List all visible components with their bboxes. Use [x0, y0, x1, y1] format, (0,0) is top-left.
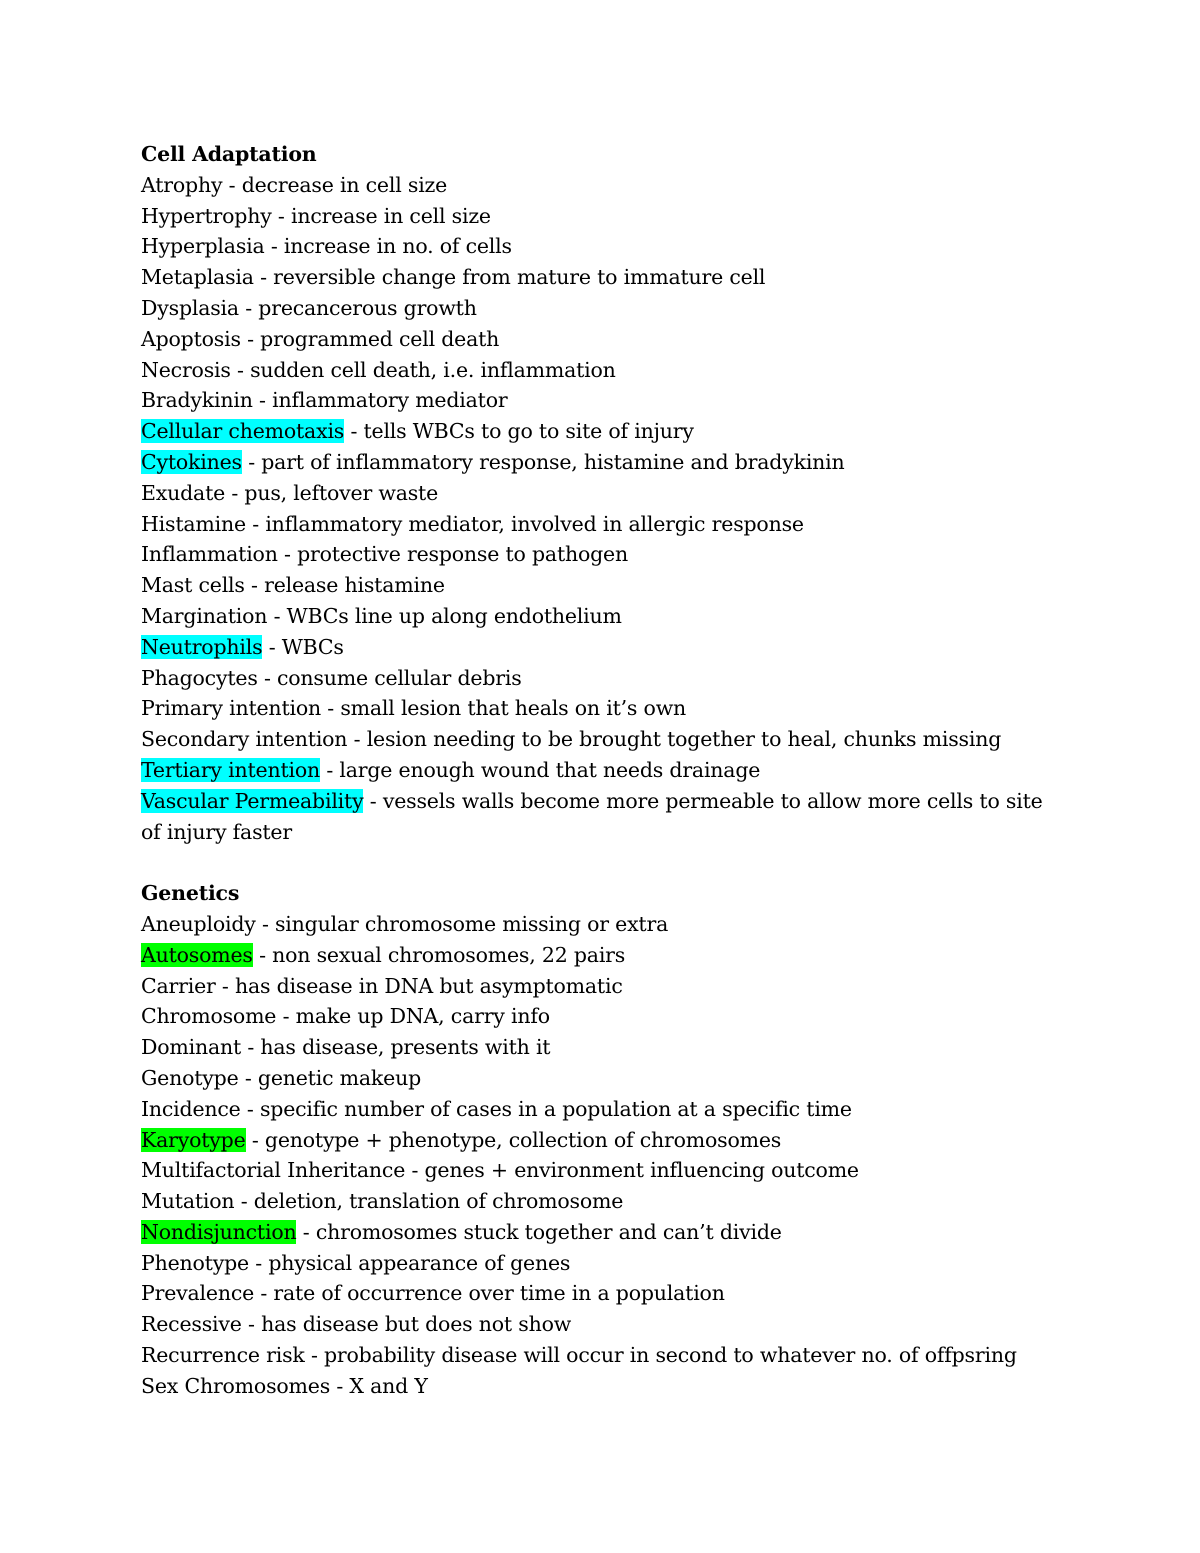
entry-term: Chromosome	[141, 1004, 277, 1029]
glossary-entry	[141, 385, 1061, 416]
glossary-entry	[141, 724, 1061, 755]
entry-definition: - specific number of cases in a population at a specific time	[240, 1096, 852, 1121]
entry-definition: - has disease, presents with it	[241, 1035, 551, 1060]
entry-definition: - make up DNA, carry info	[276, 1004, 550, 1029]
entry-definition: - singular chromosome missing or extra	[255, 911, 669, 936]
entry-term: Phagocytes	[141, 665, 258, 690]
glossary-entry	[141, 1125, 1061, 1156]
glossary-entry	[141, 1155, 1061, 1186]
entry-term: Karyotype	[141, 1127, 246, 1152]
entry-definition: - has disease but does not show	[241, 1312, 572, 1337]
entry-term: Carrier	[141, 973, 216, 998]
glossary-entry	[141, 755, 1061, 786]
entry-term: Hyperplasia	[141, 234, 265, 259]
entry-term: Primary intention	[141, 696, 321, 721]
entry-term: Bradykinin	[141, 388, 253, 413]
glossary-entry	[141, 971, 1061, 1002]
entry-term: Incidence	[141, 1096, 241, 1121]
glossary-entry	[141, 1094, 1061, 1125]
entry-definition: - decrease in cell size	[222, 172, 448, 197]
glossary-entry	[141, 909, 1061, 940]
entry-definition: - protective response to pathogen	[277, 542, 628, 567]
entry-definition: - consume cellular debris	[257, 665, 522, 690]
entry-definition: - probability disease will occur in second to whatever no. of offpsring	[304, 1343, 1017, 1368]
document-content	[141, 139, 1061, 1402]
entry-term: Recurrence risk	[141, 1343, 305, 1368]
glossary-entry	[141, 262, 1061, 293]
entry-term: Tertiary intention	[141, 757, 320, 782]
glossary-entry	[141, 170, 1061, 201]
entry-definition: - precancerous growth	[238, 295, 477, 320]
entry-definition: - WBCs	[262, 634, 344, 659]
glossary-entry	[141, 293, 1061, 324]
section-genetics	[141, 878, 1061, 1402]
entry-term: Apoptosis	[141, 326, 241, 351]
entry-term: Multifactorial Inheritance	[141, 1158, 406, 1183]
glossary-entry	[141, 693, 1061, 724]
entry-term: Dominant	[141, 1035, 242, 1060]
entry-term: Mutation	[141, 1189, 235, 1214]
entry-definition: - has disease in DNA but asymptomatic	[215, 973, 623, 998]
section-cell-adaptation	[141, 139, 1061, 847]
glossary-entry	[141, 601, 1061, 632]
glossary-entry	[141, 539, 1061, 570]
entry-definition: - tells WBCs to go to site of injury	[344, 419, 694, 444]
glossary-entry	[141, 355, 1061, 386]
entry-definition: - sudden cell death, i.e. inflammation	[230, 357, 616, 382]
entry-definition: - WBCs line up along endothelium	[267, 603, 622, 628]
entry-definition: - rate of occurrence over time in a population	[254, 1281, 725, 1306]
entry-term: Mast cells	[141, 573, 245, 598]
glossary-entry	[141, 1001, 1061, 1032]
entry-definition: - X and Y	[330, 1373, 428, 1398]
glossary-entry	[141, 201, 1061, 232]
entry-term: Exudate	[141, 480, 226, 505]
entry-term: Nondisjunction	[141, 1219, 297, 1244]
entry-definition: - release histamine	[244, 573, 445, 598]
entry-term: Atrophy	[141, 172, 223, 197]
entry-term: Margination	[141, 603, 268, 628]
glossary-entry	[141, 478, 1061, 509]
entry-definition: - non sexual chromosomes, 22 pairs	[252, 942, 626, 967]
entry-definition: - inflammatory mediator	[252, 388, 508, 413]
entry-list	[141, 909, 1061, 1402]
entry-term: Necrosis	[141, 357, 231, 382]
glossary-entry	[141, 1186, 1061, 1217]
glossary-entry	[141, 1063, 1061, 1094]
glossary-entry	[141, 663, 1061, 694]
glossary-entry	[141, 416, 1061, 447]
entry-definition: - programmed cell death	[240, 326, 500, 351]
entry-term: Prevalence	[141, 1281, 255, 1306]
entry-term: Autosomes	[141, 942, 253, 967]
entry-definition: - deletion, translation of chromosome	[234, 1189, 624, 1214]
glossary-entry	[141, 1340, 1061, 1371]
entry-term: Dysplasia	[141, 295, 239, 320]
entry-definition: - part of inflammatory response, histamine and bradykinin	[241, 449, 845, 474]
entry-term: Cellular chemotaxis	[141, 419, 345, 444]
entry-definition: - increase in no. of cells	[264, 234, 512, 259]
glossary-entry	[141, 570, 1061, 601]
section-heading: Cell Adaptation	[141, 142, 317, 166]
entry-definition: - vessels walls become more permeable to allow more cells to site of injury faster	[141, 788, 1043, 844]
entry-definition: - large enough wound that needs drainage	[320, 757, 761, 782]
entry-definition: - chromosomes stuck together and can’t divide	[296, 1219, 782, 1244]
entry-definition: - pus, leftover waste	[225, 480, 439, 505]
glossary-entry	[141, 1309, 1061, 1340]
entry-definition: - physical appearance of genes	[248, 1250, 571, 1275]
entry-definition: - small lesion that heals on it’s own	[320, 696, 687, 721]
glossary-entry	[141, 324, 1061, 355]
entry-term: Neutrophils	[141, 634, 263, 659]
entry-definition: - genes + environment influencing outcome	[405, 1158, 859, 1183]
glossary-entry	[141, 786, 1061, 848]
glossary-entry	[141, 447, 1061, 478]
entry-list	[141, 170, 1061, 848]
entry-term: Histamine	[141, 511, 246, 536]
section-heading: Genetics	[141, 881, 240, 906]
entry-definition: - genotype + phenotype, collection of chromosomes	[245, 1127, 782, 1152]
entry-term: Phenotype	[141, 1250, 249, 1275]
glossary-entry	[141, 1248, 1061, 1279]
glossary-entry	[141, 1371, 1061, 1402]
glossary-entry	[141, 1278, 1061, 1309]
entry-term: Secondary intention	[141, 727, 348, 752]
entry-definition: - reversible change from mature to immature cell	[253, 265, 766, 290]
entry-term: Vascular Permeability	[141, 788, 364, 813]
entry-term: Aneuploidy	[141, 911, 256, 936]
entry-term: Inflammation	[141, 542, 278, 567]
glossary-entry	[141, 632, 1061, 663]
entry-definition: - lesion needing to be brought together to heal, chunks missing	[347, 727, 1002, 752]
entry-term: Metaplasia	[141, 265, 254, 290]
entry-term: Sex Chromosomes	[141, 1373, 331, 1398]
glossary-entry	[141, 1217, 1061, 1248]
glossary-entry	[141, 231, 1061, 262]
entry-term: Cytokines	[141, 449, 242, 474]
entry-definition: - inflammatory mediator, involved in allergic response	[245, 511, 804, 536]
entry-definition: - genetic makeup	[238, 1065, 422, 1090]
glossary-entry	[141, 1032, 1061, 1063]
entry-term: Recessive	[141, 1312, 242, 1337]
entry-term: Genotype	[141, 1065, 239, 1090]
entry-definition: - increase in cell size	[271, 203, 491, 228]
entry-term: Hypertrophy	[141, 203, 272, 228]
glossary-entry	[141, 509, 1061, 540]
glossary-entry	[141, 940, 1061, 971]
